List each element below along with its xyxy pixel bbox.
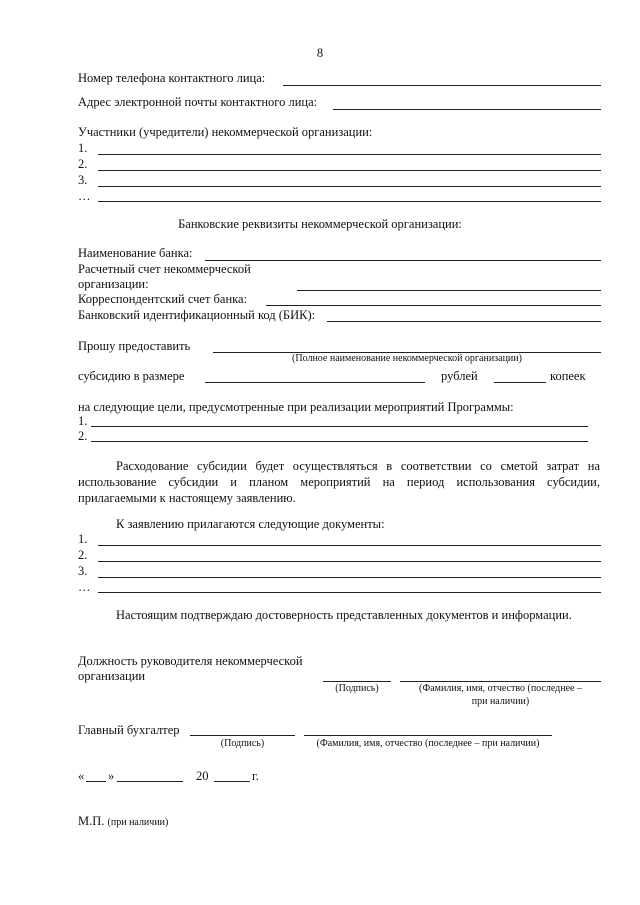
attachments-item-1-number: 1. bbox=[78, 532, 88, 546]
bank-bik-field[interactable] bbox=[327, 321, 601, 322]
bank-corr-label: Корреспондентский счет банка: bbox=[78, 292, 248, 306]
bank-name-field[interactable] bbox=[205, 260, 601, 261]
accountant-sign-caption: (Подпись) bbox=[220, 738, 265, 749]
bank-title: Банковские реквизиты некоммерческой организации: bbox=[178, 217, 462, 231]
founders-item-more-field[interactable] bbox=[98, 201, 601, 202]
head-label-2: организации bbox=[78, 669, 146, 683]
date-close-quote: » bbox=[108, 769, 115, 783]
accountant-signature-field[interactable] bbox=[190, 735, 295, 736]
date-open-quote: « bbox=[78, 769, 85, 783]
contact-phone-label: Номер телефона контактного лица: bbox=[78, 71, 266, 85]
request-rub-field[interactable] bbox=[205, 382, 425, 383]
attachments-item-more-field[interactable] bbox=[98, 592, 601, 593]
stamp-mp: М.П. bbox=[78, 814, 105, 828]
purposes-item-1-number: 1. bbox=[78, 414, 88, 428]
request-rub-label: рублей bbox=[441, 369, 478, 383]
founders-item-3-field[interactable] bbox=[98, 186, 601, 187]
bank-account-label-1: Расчетный счет некоммерческой bbox=[78, 262, 251, 276]
date-year-suffix: г. bbox=[252, 769, 259, 783]
confirm-text: Настоящим подтверждаю достоверность представленных документов и информации. bbox=[116, 608, 572, 622]
attachments-item-2-field[interactable] bbox=[98, 561, 601, 562]
bank-bik-label: Банковский идентификационный код (БИК): bbox=[78, 308, 316, 322]
contact-email-field[interactable] bbox=[333, 109, 601, 110]
head-fio-caption-2: при наличии) bbox=[471, 696, 530, 707]
date-year-field[interactable] bbox=[214, 781, 250, 782]
head-label-1: Должность руководителя некоммерческой bbox=[78, 654, 303, 668]
founders-item-2-field[interactable] bbox=[98, 170, 601, 171]
head-fio-field[interactable] bbox=[400, 681, 601, 682]
contact-phone-field[interactable] bbox=[283, 85, 601, 86]
bank-name-label: Наименование банка: bbox=[78, 246, 193, 260]
founders-item-1-number: 1. bbox=[78, 141, 88, 155]
founders-item-1-field[interactable] bbox=[98, 154, 601, 155]
attachments-item-3-number: 3. bbox=[78, 564, 88, 578]
attachments-item-2-number: 2. bbox=[78, 548, 88, 562]
purposes-item-2-number: 2. bbox=[78, 429, 88, 443]
stamp-label bbox=[78, 815, 168, 828]
accountant-label: Главный бухгалтер bbox=[78, 723, 180, 737]
bank-account-field[interactable] bbox=[297, 290, 601, 291]
founders-item-3-number: 3. bbox=[78, 173, 88, 187]
attachments-item-more: … bbox=[78, 580, 91, 594]
date-day-field[interactable] bbox=[86, 781, 106, 782]
page-number: 8 bbox=[316, 46, 324, 60]
contact-email-label: Адрес электронной почты контактного лица: bbox=[78, 95, 318, 109]
head-signature-field[interactable] bbox=[323, 681, 391, 682]
purposes-item-1-field[interactable] bbox=[91, 426, 588, 427]
accountant-fio-field[interactable] bbox=[304, 735, 552, 736]
founders-item-2-number: 2. bbox=[78, 157, 88, 171]
stamp-note: (при наличии) bbox=[107, 817, 169, 828]
head-sign-caption: (Подпись) bbox=[335, 683, 379, 694]
founders-title: Участники (учредители) некоммерческой организации: bbox=[78, 125, 373, 139]
founders-item-more: … bbox=[78, 189, 91, 203]
request-subsidy-label: субсидию в размере bbox=[78, 369, 185, 383]
attachments-title: К заявлению прилагаются следующие документы: bbox=[116, 517, 385, 531]
head-fio-caption-1: (Фамилия, имя, отчество (последнее – bbox=[419, 683, 582, 694]
request-kop-field[interactable] bbox=[494, 382, 546, 383]
purposes-title: на следующие цели, предусмотренные при реализации мероприятий Программы: bbox=[78, 400, 514, 414]
attachments-item-3-field[interactable] bbox=[98, 577, 601, 578]
spending-paragraph: Расходование субсидии будет осуществляться в соответствии со сметой затрат на использование субсидии и планом мероприятий на период использования субсидии, прилагаемыми к настоящему заявлению. bbox=[78, 459, 600, 505]
accountant-fio-caption: (Фамилия, имя, отчество (последнее – при наличии) bbox=[316, 738, 540, 749]
date-year-prefix: 20 bbox=[196, 769, 209, 783]
bank-account-label-2: организации: bbox=[78, 277, 149, 291]
date-month-field[interactable] bbox=[117, 781, 183, 782]
request-ask-label: Прошу предоставить bbox=[78, 339, 191, 353]
bank-corr-field[interactable] bbox=[266, 305, 601, 306]
request-org-caption: (Полное наименование некоммерческой организации) bbox=[292, 353, 522, 364]
attachments-item-1-field[interactable] bbox=[98, 545, 601, 546]
request-kop-label: копеек bbox=[550, 369, 586, 383]
purposes-item-2-field[interactable] bbox=[91, 441, 588, 442]
